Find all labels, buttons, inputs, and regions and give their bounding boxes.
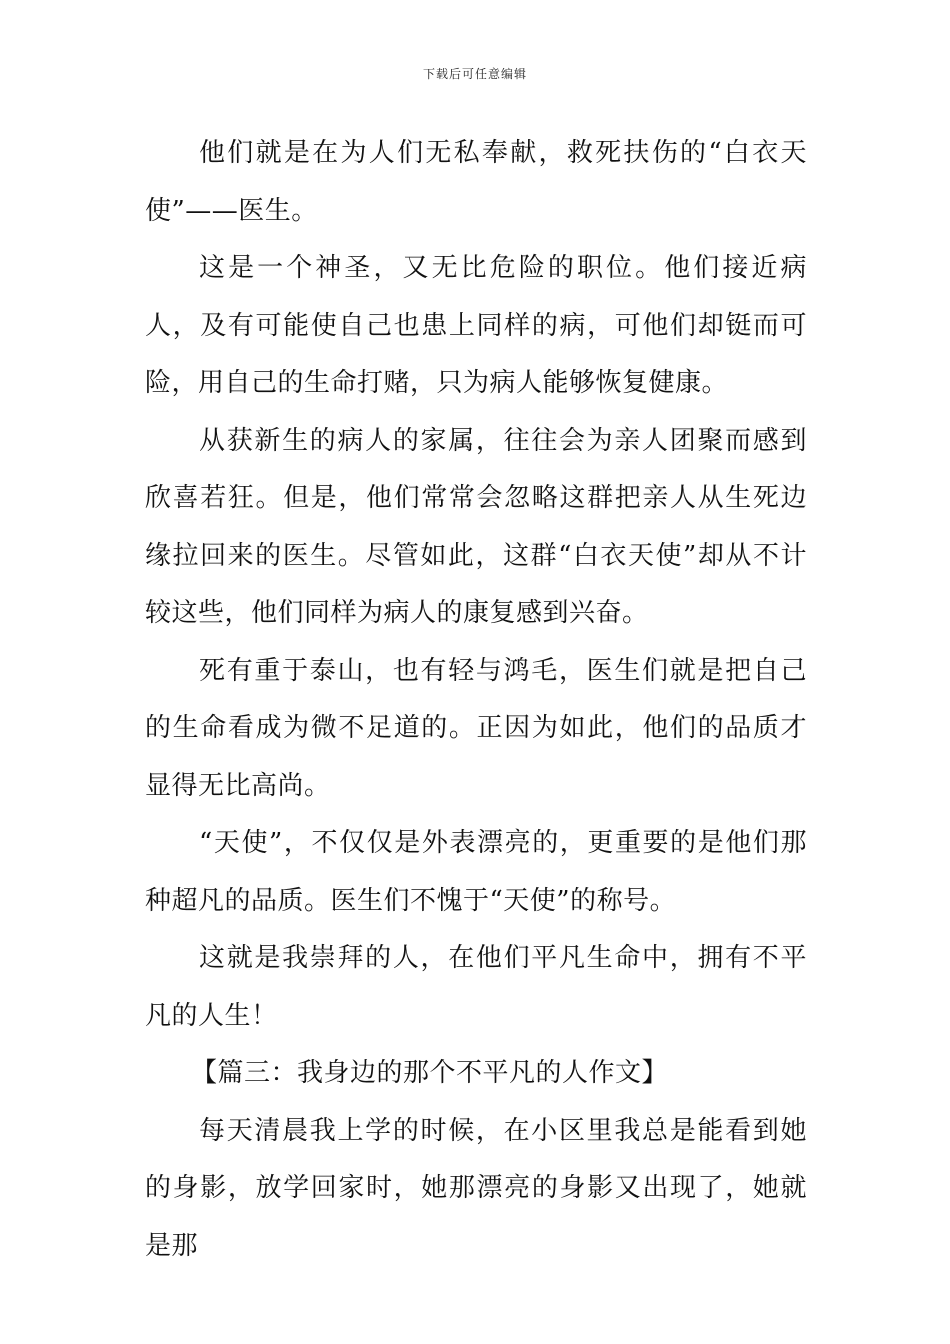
paragraph-admiration: 这就是我崇拜的人，在他们平凡生命中，拥有不平凡的人生！: [145, 943, 807, 1031]
paragraph-doctor-intro: 他们就是在为人们无私奉献，救死扶伤的“白衣天使”——医生。: [145, 138, 807, 226]
paragraph-angel-title: “天使”，不仅仅是外表漂亮的，更重要的是他们那种超凡的品质。医生们不愧于“天使”的称号。: [145, 828, 807, 916]
document-body: [145, 125, 807, 1275]
paragraph-dangerous-job: 这是一个神圣，又无比危险的职位。他们接近病人，及有可能使自己也患上同样的病，可他们却铤而可险，用自己的生命打赌，只为病人能够恢复健康。: [145, 253, 807, 398]
paragraph-noble-quality: 死有重于泰山，也有轻与鸿毛，医生们就是把自己的生命看成为微不足道的。正因为如此，他们的品质才显得无比高尚。: [145, 655, 807, 801]
paragraph-morning: 每天清晨我上学的时候，在小区里我总是能看到她的身影，放学回家时，她那漂亮的身影又出现了，她就是那: [145, 1115, 807, 1261]
page-header-note: 下载后可任意编辑: [422, 67, 527, 81]
section-heading: 【篇三：我身边的那个不平凡的人作文】: [191, 1058, 669, 1088]
paragraph-family-joy: 从获新生的病人的家属，往往会为亲人团聚而感到欣喜若狂。但是，他们常常会忽略这群把亲人从生死边缘拉回来的医生。尽管如此，这群“白衣天使”却从不计较这些，他们同样为病人的康复感到兴奋。: [145, 425, 807, 628]
